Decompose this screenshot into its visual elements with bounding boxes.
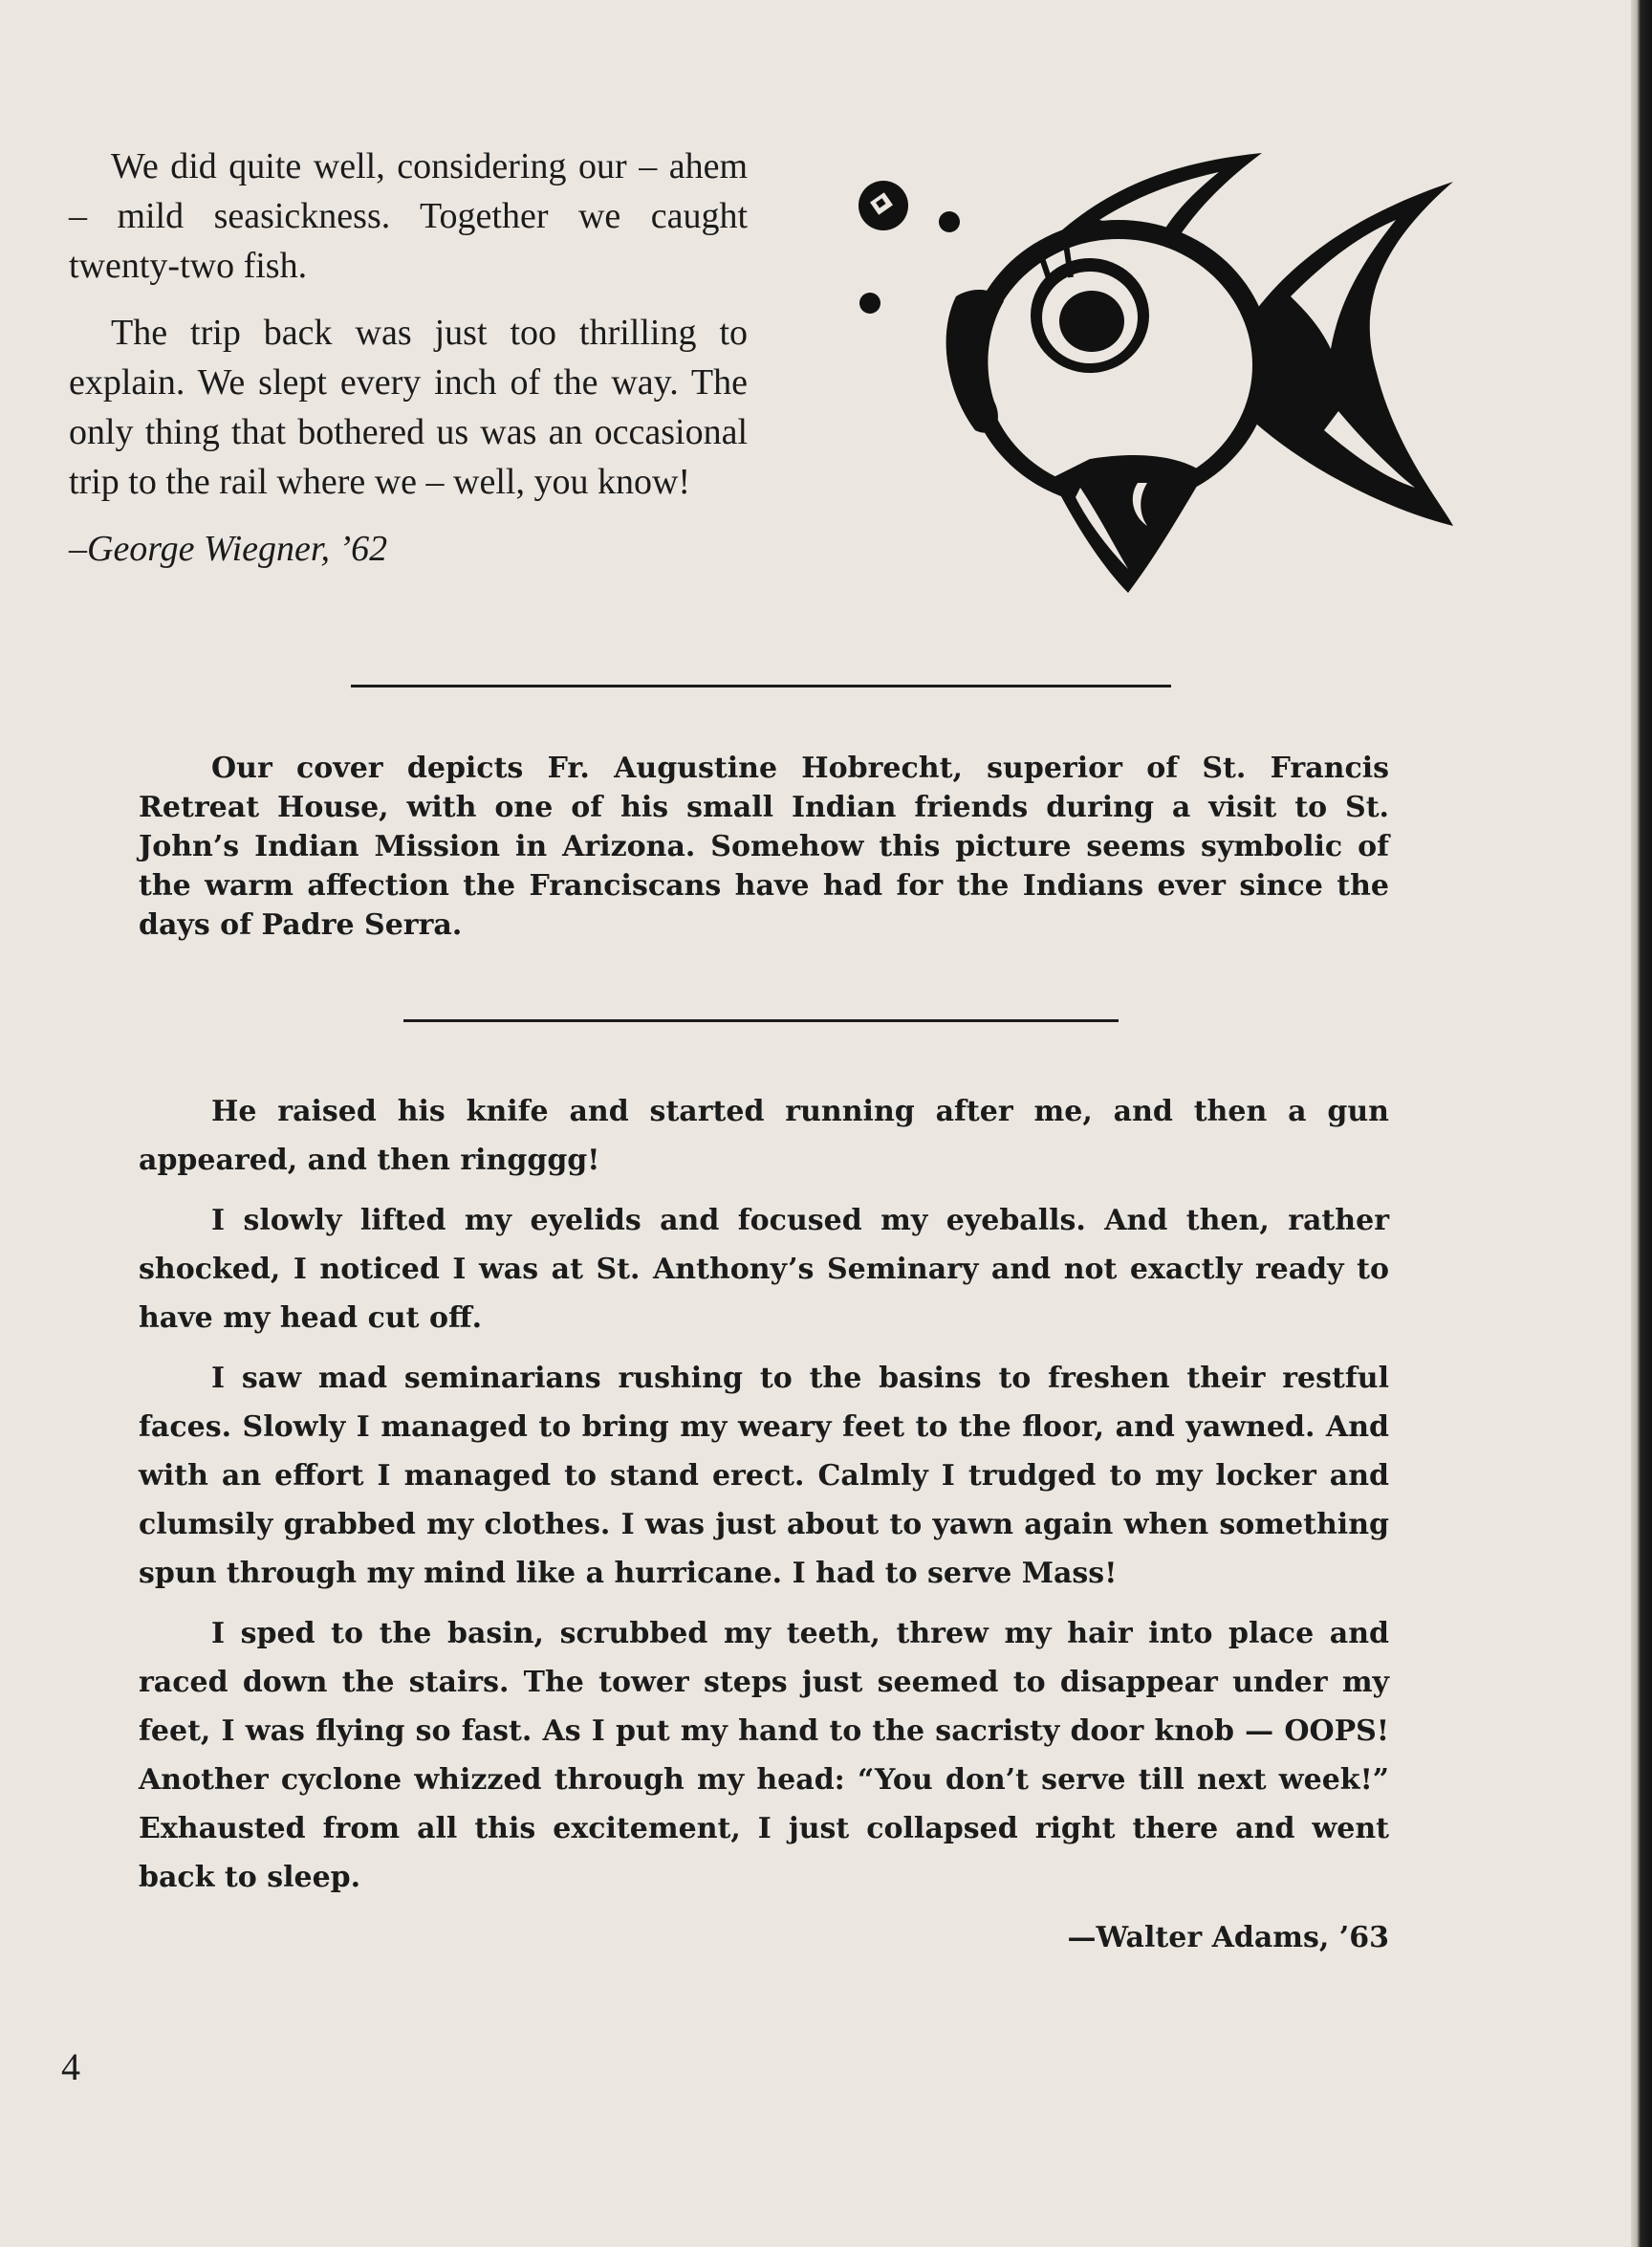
story-one-paragraph-1: We did quite well, considering our – ahem – mild seasickness. Together we caught twenty-two fish.	[69, 146, 748, 286]
story-two-paragraph-3: I saw mad seminarians rushing to the basins to freshen their restful faces. Slowly I managed to bring my weary feet to the floor, and yawned. And with an effort I managed to stand erect. Calmly I trudged to my locker and clumsily grabbed my clothes. I was just about to yawn again when something spun through my mind like a hurricane. I had to serve Mass!	[139, 1362, 1389, 1590]
story-walter-adams	[139, 1087, 1389, 1962]
divider-rule	[403, 1019, 1119, 1022]
story-george-wiegner	[69, 142, 748, 574]
story-one-signature: –George Wiegner, ’62	[69, 529, 388, 569]
story-two-paragraph-1: He raised his knife and started running after me, and then a gun appeared, and then ringggg!	[139, 1095, 1389, 1177]
cover-note: Our cover depicts Fr. Augustine Hobrecht, superior of St. Francis Retreat House, with one of his small Indian friends during a visit to St. John’s Indian Mission in Arizona. Somehow this picture seems symbolic of the warm affection the Franciscans have had for the Indians ever since the days of Padre Serra.	[139, 752, 1389, 942]
story-two-paragraph-4: I sped to the basin, scrubbed my teeth, threw my hair into place and raced down the stairs. The tower steps just seemed to disappear under my feet, I was flying so fast. As I put my hand to the sacristy door knob — OOPS! Another cyclone whizzed through my head: “You don’t serve till next week!” Exhausted from all this excitement, I just collapsed right there and went back to sleep.	[139, 1617, 1389, 1894]
bubble-small	[859, 293, 880, 314]
bubble-medium	[939, 211, 960, 232]
divider-rule	[351, 685, 1171, 687]
story-one-paragraph-2: The trip back was just too thrilling to explain. We slept every inch of the way. The only thing that bothered us was an occasional trip to the rail where we – well, you know!	[69, 313, 748, 502]
fish-icon	[841, 143, 1472, 602]
page-number: 4	[61, 2045, 80, 2088]
story-two-signature: —Walter Adams, ’63	[1067, 1921, 1389, 1954]
page-edge	[1631, 0, 1652, 2247]
story-two-paragraph-2: I slowly lifted my eyelids and focused my eyeballs. And then, rather shocked, I noticed I was at St. Anthony’s Seminary and not exactly ready to have my head cut off.	[139, 1204, 1389, 1335]
